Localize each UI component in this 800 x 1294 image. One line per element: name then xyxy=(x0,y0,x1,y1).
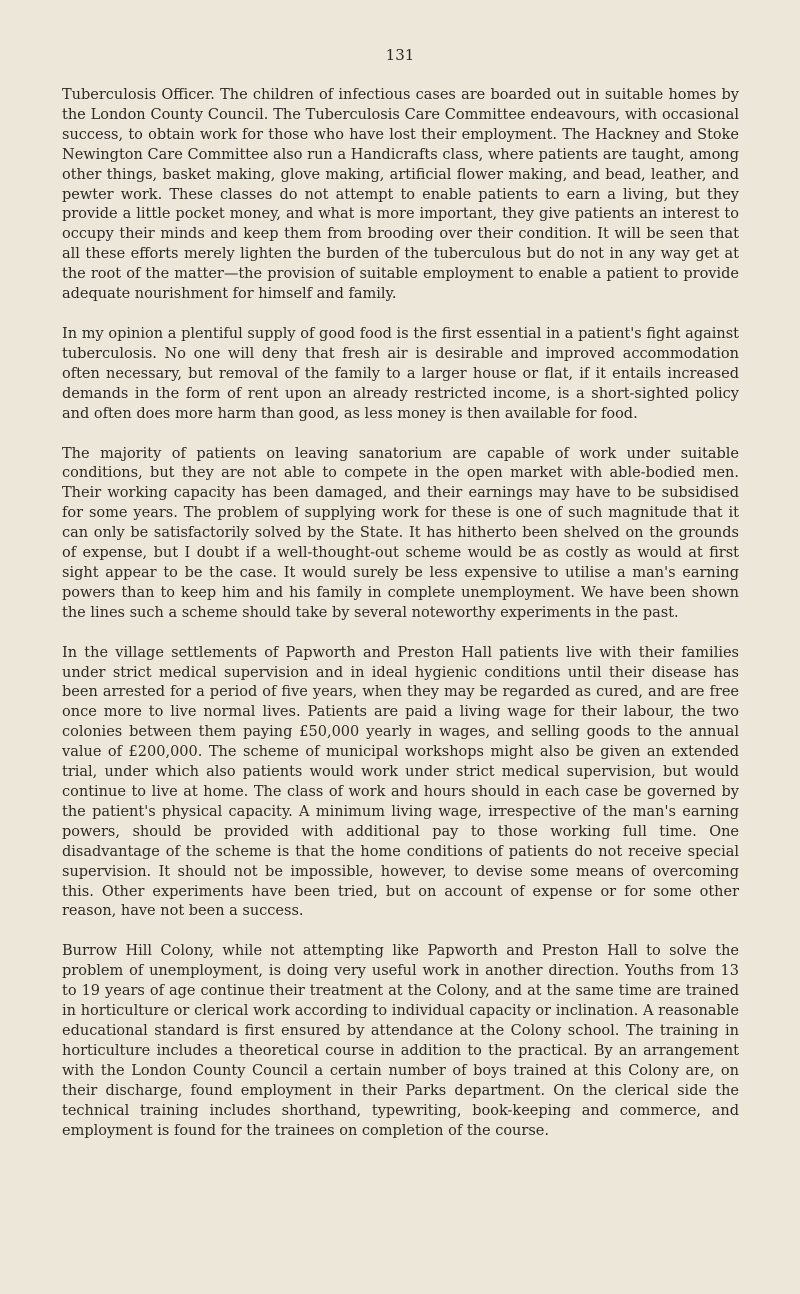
paragraph: Burrow Hill Colony, while not attempting like Papworth and Preston Hall to solve the problem of unemployment, is doing very useful work in another direction. Youths from 13 to 19 years of age continue their treatment at the Colony, and at the same time are trained in horticulture or clerical work according to individual capacity or inclination. A reasonable educational standard is first ensured by attendance at the Colony school. The training in horticulture includes a theoretical course in addition to the practical. By an arrangement with the London County Council a certain number of boys trained at this Colony are, on their discharge, found employment in their Parks department. On the clerical side the technical training includes shorthand, typewriting, book-keeping and commerce, and employment is found for the trainees on completion of the course. xyxy=(62,943,739,1139)
body-text xyxy=(62,86,739,1161)
paragraph: Tuberculosis Officer. The children of infectious cases are boarded out in suitable homes by the London County Council. The Tuberculosis Care Committee endeavours, with occasional success, to obtain work for those who have lost their employment. The Hackney and Stoke Newington Care Committee also run a Handicrafts class, where patients are taught, among other things, basket making, glove making, artificial flower making, and bead, leather, and pewter work. These classes do not attempt to enable patients to earn a living, but they provide a little pocket money, and what is more important, they give patients an interest to occupy their minds and keep them from brooding over their condition. It will be seen that all these efforts merely lighten the burden of the tuberculous but do not in any way get at the root of the matter—the provision of suitable employment to enable a patient to provide adequate nourishment for himself and family. xyxy=(62,87,739,303)
paragraph: In the village settlements of Papworth and Preston Hall patients live with their families under strict medical supervision and in ideal hygienic conditions until their disease has been arrested for a period of five years, when they may be regarded as cured, and are free once more to live normal lives. Patients are paid a living wage for their labour, the two colonies between them paying £50,000 yearly in wages, and selling goods to the annual value of £200,000. The scheme of municipal workshops might also be given an extended trial, under which also patients would work under strict medical supervision, but would continue to live at home. The class of work and hours should in each case be governed by the patient's physical capacity. A minimum living wage, irrespective of the man's earning powers, should be provided with additional pay to those working full time. One disadvantage of the scheme is that the home conditions of patients do not receive special supervision. It should not be impossible, however, to devise some means of overcoming this. Other experiments have been tried, but on account of expense or for some other reason, have not been a success. xyxy=(62,644,739,920)
paragraph: In my opinion a plentiful supply of good food is the first essential in a patient's fight against tuberculosis. No one will deny that fresh air is desirable and improved accommodation often necessary, but removal of the family to a larger house or flat, if it entails increased demands in the form of rent upon an already restricted income, is a short-sighted policy and often does more harm than good, as less money is then available for food. xyxy=(62,325,739,422)
paragraph: The majority of patients on leaving sanatorium are capable of work under suitable conditions, but they are not able to compete in the open market with able-bodied men. Their working capacity has been damaged, and their earnings may have to be subsidised for some years. The problem of supplying work for these is one of such magnitude that it can only be satisfactorily solved by the State. It has hitherto been shelved on the grounds of expense, but I doubt if a well-thought-out scheme would be as costly as would at first sight appear to be the case. It would surely be less expensive to utilise a man's earning powers than to keep him and his family in complete unemployment. We have been shown the lines such a scheme should take by several noteworthy experiments in the past. xyxy=(62,445,739,621)
page-number: 131 xyxy=(385,46,415,64)
